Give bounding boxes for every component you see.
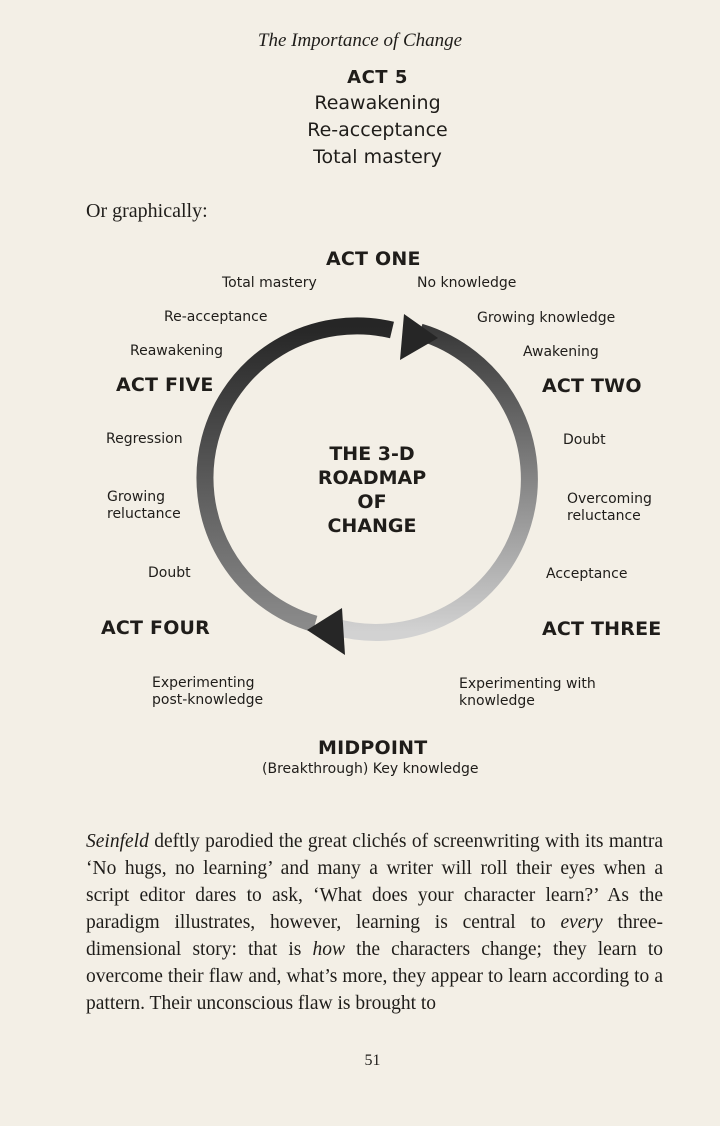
label-total-mastery: Total mastery (222, 275, 317, 291)
overcoming-reluctance-line-1: Overcoming (567, 491, 652, 507)
act-five-label: ACT FIVE (116, 374, 214, 396)
act-three-label: ACT THREE (542, 618, 662, 640)
midpoint-label: MIDPOINT (318, 737, 428, 759)
label-experimenting-post-knowledge (152, 675, 263, 709)
growing-reluctance-line-2: reluctance (107, 506, 181, 522)
center-line-3: OF (357, 491, 387, 513)
act-one-label: ACT ONE (326, 248, 421, 270)
italic-every: every (560, 912, 603, 933)
italic-seinfeld: Seinfeld (86, 831, 149, 852)
intro-line: Or graphically: (86, 200, 208, 222)
label-reawakening: Reawakening (130, 343, 224, 359)
label-regression: Regression (106, 431, 183, 447)
label-doubt-right: Doubt (563, 432, 606, 448)
label-overcoming-reluctance (567, 491, 652, 525)
act5-line-total-mastery: Total mastery (313, 146, 442, 168)
label-doubt-left: Doubt (148, 565, 191, 581)
label-growing-reluctance (107, 489, 181, 523)
italic-how: how (312, 939, 346, 960)
body-part-1: deftly parodied the great clichés of screenwriting with its mantra ‘No hugs, no learning’ and many a writer will roll their eyes when a script editor dares to ask, ‘What does your character learn?’ As the paradigm illustrates, however, learning is central to (86, 831, 663, 933)
label-experimenting-with-knowledge (459, 676, 596, 710)
body-part-2: three-dimensional story: that is (86, 912, 663, 960)
body-part-3: the characters change; they learn to overcome their flaw and, what’s more, they appear to learn according to a pattern. Their unconscious flaw is brought to (86, 939, 664, 1014)
act5-line-re-acceptance: Re-acceptance (307, 119, 448, 141)
exp-post-line-2: post-knowledge (152, 692, 264, 708)
act-four-label: ACT FOUR (101, 617, 211, 639)
exp-with-line-2: knowledge (459, 693, 535, 709)
act-two-label: ACT TWO (542, 375, 642, 397)
body-paragraph (86, 828, 663, 1017)
center-line-4: CHANGE (327, 515, 417, 537)
midpoint-sub-label: (Breakthrough) Key knowledge (262, 761, 479, 777)
exp-with-line-1: Experimenting with (459, 676, 596, 692)
label-re-acceptance: Re-acceptance (164, 309, 268, 325)
label-acceptance: Acceptance (546, 566, 628, 582)
label-no-knowledge: No knowledge (417, 275, 517, 291)
act5-title: ACT 5 (347, 67, 408, 88)
center-line-2: ROADMAP (317, 467, 427, 489)
overcoming-reluctance-line-2: reluctance (567, 508, 641, 524)
running-head: The Importance of Change (257, 30, 463, 51)
page-number: 51 (364, 1052, 381, 1069)
exp-post-line-1: Experimenting (152, 675, 255, 691)
growing-reluctance-line-1: Growing (107, 489, 165, 505)
diagram-center-title (272, 442, 472, 538)
label-growing-knowledge: Growing knowledge (477, 310, 616, 326)
label-awakening: Awakening (523, 344, 599, 360)
center-line-1: THE 3-D (329, 443, 415, 465)
act5-line-reawakening: Reawakening (314, 92, 441, 114)
body-paragraph-text (86, 828, 663, 1017)
top-arrowhead-icon (400, 314, 438, 360)
